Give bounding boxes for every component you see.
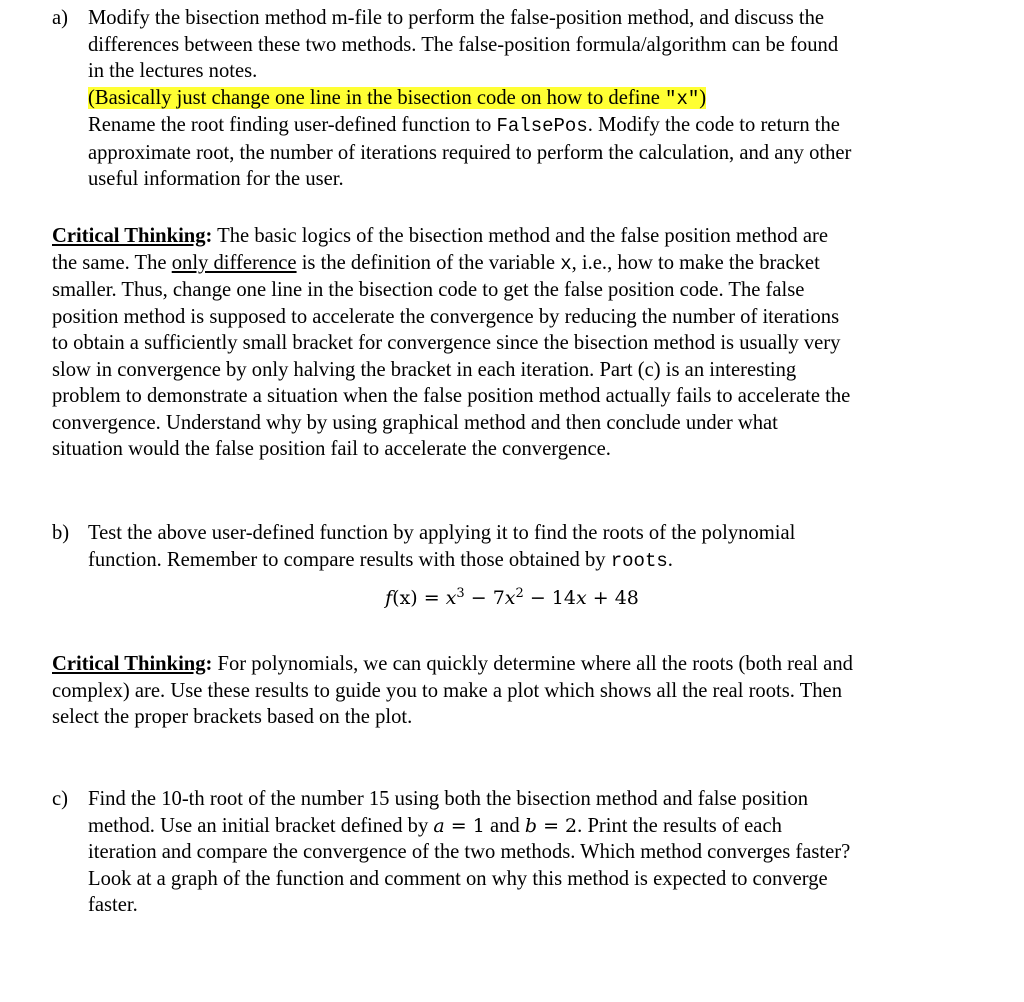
code-x: x — [560, 252, 572, 275]
part-b-line: function. Remember to compare results with those obtained by roots. — [88, 548, 673, 572]
code-x: "x" — [665, 87, 700, 110]
part-a-line: differences between these two methods. The false-position formula/algorithm can be found — [88, 33, 839, 56]
ct1-line: Critical Thinking: The basic logics of the bisection method and the false position method are — [52, 225, 828, 247]
critical-thinking-label: Critical Thinking — [52, 225, 206, 247]
ct2-line: select the proper brackets based on the plot. — [52, 706, 413, 728]
underlined-only-difference: only difference — [171, 251, 297, 274]
part-a-line: approximate root, the number of iterations required to perform the calculation, and any other — [88, 141, 852, 164]
polynomial-equation: $f(x) = x^3 - 7x^2 - 14x + 48$ — [385, 586, 639, 609]
ct2-line: Critical Thinking: For polynomials, we can quickly determine where all the roots (both real and — [52, 653, 853, 675]
part-c-marker: c) — [52, 788, 68, 810]
part-a-line: useful information for the user. — [88, 168, 344, 190]
part-a-line: Modify the bisection method m-file to perform the false-position method, and discuss the — [88, 7, 825, 29]
part-b-line: Test the above user-defined function by applying it to find the roots of the polynomial — [88, 522, 796, 544]
ct2-line: complex) are. Use these results to guide you to make a plot which shows all the real roots. Then — [52, 679, 842, 702]
part-b-marker: b) — [52, 522, 70, 544]
part-a-marker: a) — [52, 7, 68, 29]
code-roots: roots — [610, 549, 668, 572]
ct1-line: convergence. Understand why by using graphical method and then conclude under what — [52, 411, 778, 434]
highlighted-note: (Basically just change one line in the bisection code on how to define "x") — [88, 86, 707, 110]
ct1-line: problem to demonstrate a situation when the false position method actually fails to accelerate the — [52, 385, 851, 407]
critical-thinking-1 — [52, 223, 967, 463]
part-c-line: Look at a graph of the function and comment on why this method is expected to converge — [88, 867, 828, 890]
ct1-line: situation would the false position fail to accelerate the convergence. — [52, 438, 611, 460]
critical-thinking-label: Critical Thinking — [52, 653, 206, 675]
part-a-line: in the lectures notes. — [88, 60, 258, 82]
code-falsepos: FalsePos — [496, 115, 588, 137]
part-c — [52, 786, 972, 919]
part-c-line: faster. — [88, 894, 138, 916]
ct1-line: slow in convergence by only halving the bracket in each iteration. Part (c) is an interesting — [52, 358, 797, 381]
part-c-line: iteration and compare the convergence of the two methods. Which method converges faster? — [88, 841, 851, 863]
critical-thinking-2 — [52, 651, 967, 731]
part-c-line: method. Use an initial bracket defined by a = 1 and b = 2. Print the results of each — [88, 814, 782, 837]
ct1-line: the same. The only difference is the definition of the variable x, i.e., how to make the bracket — [52, 251, 820, 275]
part-c-line: Find the 10-th root of the number 15 using both the bisection method and false position — [88, 788, 809, 810]
part-a — [52, 5, 972, 193]
ct1-line: to obtain a sufficiently small bracket for convergence since the bisection method is usually very — [52, 332, 841, 354]
ct1-line: smaller. Thus, change one line in the bisection code to get the false position code. The false — [52, 279, 805, 301]
part-a-highlight-line — [88, 85, 972, 113]
part-b — [52, 520, 972, 574]
part-a-line: Rename the root finding user-defined function to FalsePos. Modify the code to return the — [88, 114, 840, 137]
ct1-line: position method is supposed to accelerate the convergence by reducing the number of iterations — [52, 305, 840, 328]
